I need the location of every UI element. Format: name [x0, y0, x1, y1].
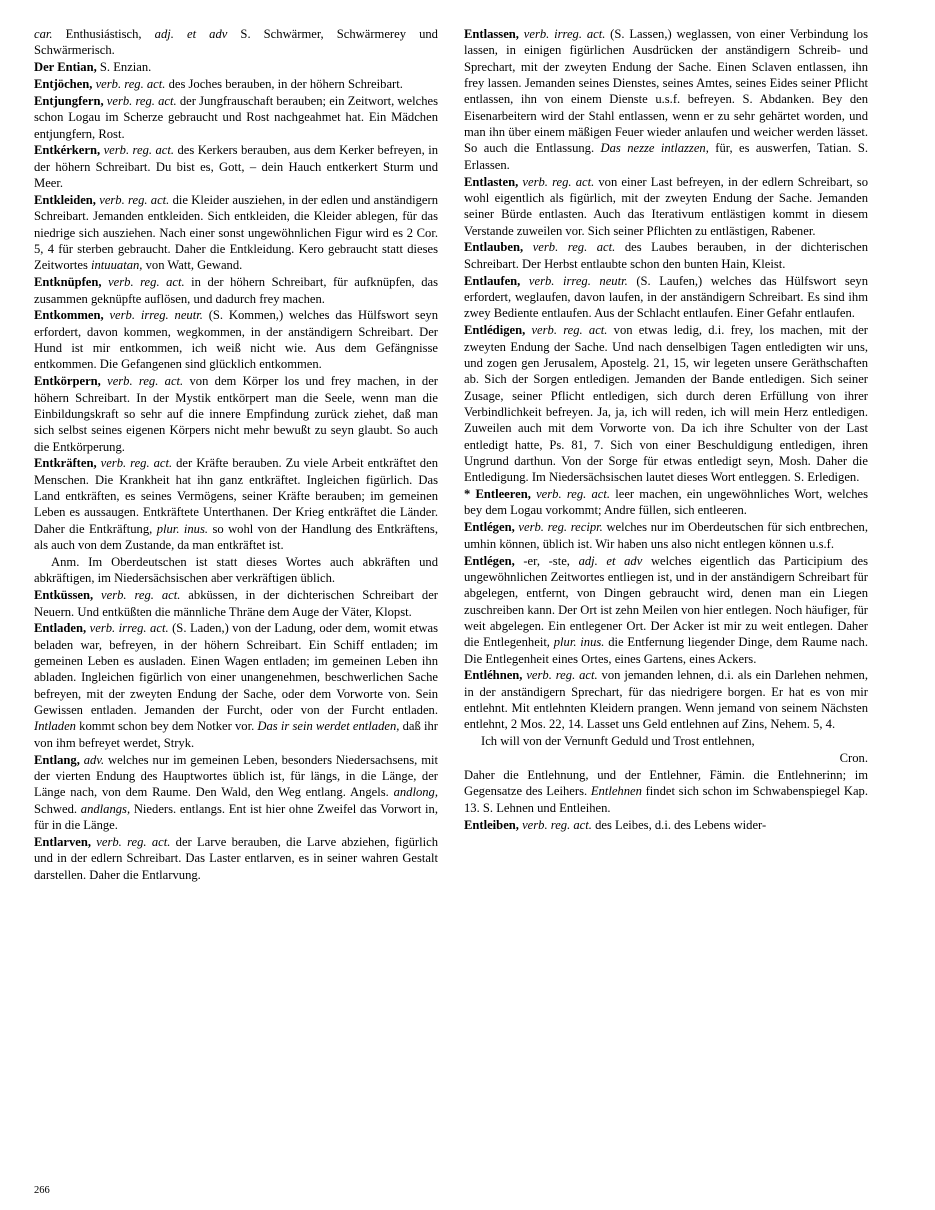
- entry-headword: Entküssen,: [34, 588, 94, 603]
- entry-italic-text: verb. reg. act.: [95, 192, 170, 207]
- right-text-column: [464, 26, 868, 833]
- entry-text: daß ihr von ihm befreyet werdet, Stryk.: [34, 719, 438, 750]
- entry-text: Cron.: [839, 751, 868, 766]
- right-column-entry: [464, 239, 868, 272]
- entry-italic-text: verb. reg. act.: [91, 834, 171, 849]
- right-column-entry: [464, 322, 868, 485]
- entry-text: (S. Laufen,) welches das Hülfswort seyn erfordert, weglaufen, davon laufen, in der anständigern Schreibart. Es sind ihm zwey Bediente entlaufen. Aus der Schlacht entlaufen. Einer Gefahr entlaufen.: [464, 273, 868, 321]
- entry-headword: Der Entian,: [34, 60, 97, 75]
- entry-headword: Entkérkern,: [34, 143, 101, 158]
- entry-text: S. Schwärmer, Schwärmerey und Schwärmerisch.: [34, 27, 438, 58]
- entry-headword: Entlégen,: [464, 553, 515, 568]
- entry-italic-text: intuuatan,: [91, 258, 143, 273]
- entry-italic-text: Das ir sein werdet entladen,: [257, 719, 400, 734]
- entry-italic-text: Intladen: [34, 719, 76, 734]
- entry-headword: Entkräften,: [34, 456, 97, 471]
- entry-text: (S. Lassen,) weglassen, von einer Verbindung los lassen, in einigen figürlichen Ausdrücken der anständigern Schreib- und Sprechart, mit der zweyten Endung der Sache. Einen Sclaven entlassen, ihn frey lassen. Jemanden seines Dienstes, seines Amtes, seines Eides seiner Pflicht entlassen, ihn von einem Dienste u.s.f. befreyen. S. Abdanken. Bey den Eisenarbeitern wird der Stahl entlassen, wenn er zu sehr gehärtet worden, und man ihn über einem mäßigen Feuer wieder anlaufen und weicher werden lässet. So auch die Entlassung.: [464, 27, 868, 156]
- left-text-column: [34, 26, 438, 883]
- entry-text: Schwed.: [34, 801, 81, 816]
- entry-italic-text: verb. reg. act.: [93, 588, 181, 603]
- entry-italic-text: verb. reg. act.: [530, 487, 611, 502]
- left-column-entry: [34, 274, 438, 307]
- entry-italic-text: verb. reg. act.: [525, 323, 608, 338]
- entry-text: von Watt, Gewand.: [142, 258, 243, 273]
- page-columns: [34, 26, 901, 883]
- entry-text: von etwas ledig, d.i. frey, los machen, mit der zweyten Endung der Sache. Und nach denselbigen Tagen entledigten wir uns, und zogen gen Jerusalem, Apostelg. 21, 15, wir legeten unsere Geräthschaften ab. Sich der Sorgen entledigen. Jemanden der Bande entledigen. Sich seiner Zusage, seiner Pflicht entledigen, sich durch deren Erfüllung von ihrer Verbindlichkeit befreyen. Ja, ja, ich will reden, ich will mein Herz entledigen. Zuweilen auch mit dem Vorworte von. Da ich ihre Schulter von der Last entledigt hatte, Ps. 81, 7. Sich von einer Beschuldigung entledigen, ihren Ungrund darthun. Von der Sorge für etwas entledigt seyn, Mosh. Daher die Entledigung. Im Niedersächsischen lautet dieses Wort entleggen. S. Erledigen.: [464, 323, 868, 485]
- entry-italic-text: verb. reg. act.: [92, 77, 166, 92]
- left-column-entry: [34, 307, 438, 372]
- entry-italic-text: verb. irreg. act.: [86, 621, 169, 636]
- entry-headword: Entléhnen,: [464, 668, 523, 683]
- right-column-entry: [464, 26, 868, 173]
- entry-headword: Entkommen,: [34, 308, 104, 323]
- right-column-entry: [464, 733, 868, 749]
- entry-italic-text: verb. reg. act.: [522, 668, 598, 683]
- right-column-entry: [464, 486, 868, 519]
- entry-text: -er, -ste,: [514, 553, 579, 568]
- entry-text: so wohl von der Handlung des Entkräftens, als auch von dem Zustande, da man entkräftet ist.: [34, 521, 438, 553]
- right-column-entry: [464, 519, 868, 552]
- left-column-entry: [34, 26, 438, 59]
- entry-text: der Larve berauben, die Larve abziehen, figürlich und in der edlern Schreibart. Das Laster entlarven, es in seiner wahren Gestalt darstellen. Daher die Entlarvung.: [34, 834, 438, 882]
- entry-text: von dem Körper los und frey machen, in der höhern Schreibart. In der Mystik entkörpert man die Seele, wenn man die Einbildungskraft so sehr auf die innere Empfindung zurück ziehet, daß man sich selbst seines eigenen Körpers nicht mehr bewußt zu seyn glaubt. So auch die Entkörperung.: [34, 374, 438, 454]
- left-column-entry: [34, 752, 438, 834]
- right-column-entry: [464, 750, 868, 766]
- entry-text: des Kerkers berauben, aus dem Kerker befreyen, in der höhern Schreibart. Du bist es, Gott, – dein Hauch entkerkert Sturm und Meer.: [34, 143, 438, 191]
- entry-text: Daher die Entlehnung, und der Entlehner, Fämin. die Entlehnerinn; im Gegensatze des Leihers.: [464, 767, 868, 799]
- right-column-entry: [464, 174, 868, 239]
- left-column-entry: [34, 192, 438, 274]
- left-column-entry: [34, 373, 438, 455]
- entry-italic-text: verb. reg. act.: [101, 275, 185, 290]
- entry-text: S. Enzian.: [96, 60, 152, 75]
- entry-text: des Leibes, d.i. des Lebens wider-: [591, 817, 767, 832]
- entry-text: Anm. Im Oberdeutschen ist statt dieses Wortes auch abkräften und abkräftigen, im Niedersächsischen aber verkräftigen üblich.: [34, 555, 438, 586]
- entry-italic-text: adj. et adv: [154, 27, 228, 41]
- entry-italic-text: Das nezze intlazzen,: [600, 141, 709, 156]
- entry-headword: Entknüpfen,: [34, 275, 102, 290]
- entry-italic-text: verb. reg. act.: [518, 817, 592, 832]
- entry-text: des Joches berauben, in der höhern Schreibart.: [165, 77, 403, 92]
- entry-italic-text: verb. reg. act.: [100, 143, 175, 158]
- entry-headword: Entlasten,: [464, 174, 519, 189]
- entry-text: abküssen, in der dichterischen Schreibart der Neuern. Und entküßten die männliche Thräne dem Auge der Väter, Klopst.: [34, 588, 438, 619]
- entry-text: welches eigentlich das Participium des ungewöhnlichen Zeitwortes entliegen ist, und in der anständigern Schreibart für abgelegen, entfernt, von Dingen gebraucht wird, denen man ein Liegen zuschreiben kann. Der Ort ist zehn Meilen von hier entlegen. Noch häufiger, für weit abgelegen. Ein entlegener Ort. Der Acker ist mir zu weit entlegen. Daher die Entlegenheit,: [464, 553, 868, 650]
- left-column-entry: [34, 455, 438, 553]
- right-column-entry: [464, 767, 868, 816]
- entry-text: Nieders. entlangs. Ent ist hier ohne Zweifel das Vorwort in, für in die Länge.: [34, 801, 439, 832]
- left-column-entry: [34, 93, 438, 142]
- entry-text: kommt schon bey dem Notker vor.: [75, 719, 258, 734]
- entry-italic-text: andlong,: [393, 785, 438, 800]
- entry-text: welches nur im gemeinen Leben, besonders Niedersachsens, mit der vierten Endung des Hauptwortes üblich ist, für längs, in die Länge, der Länge nach, von dem Raume. Den Wald, den Weg entlang. Angels.: [34, 752, 438, 800]
- entry-italic-text: andlangs,: [80, 801, 131, 816]
- entry-italic-text: Entlehnen: [590, 784, 642, 799]
- entry-text: Ich will von der Vernunft Geduld und Trost entlehnen,: [481, 734, 755, 749]
- left-column-entry: [34, 554, 438, 587]
- entry-italic-text: verb. reg. act.: [100, 374, 184, 389]
- entry-headword: Entladen,: [34, 621, 87, 636]
- entry-headword: Entjöchen,: [34, 77, 93, 92]
- entry-italic-text: verb. reg. act.: [518, 174, 595, 189]
- entry-italic-text: car.: [34, 27, 53, 41]
- right-column-entry: [464, 273, 868, 322]
- entry-italic-text: verb. reg. recipr.: [514, 520, 603, 535]
- entry-italic-text: verb. irreg. act.: [518, 27, 606, 41]
- entry-text: des Laubes berauben, in der dichterischen Schreibart. Der Herbst entlaubte schon den bunten Hain, Kleist.: [464, 240, 868, 271]
- entry-italic-text: verb. irreg. neutr.: [520, 273, 628, 288]
- entry-text: der Jungfrauschaft berauben; ein Zeitwort, welches schon Logau im Scherze gebraucht und Rost nachgeahmet hat. Ein Mädchen entjungfern, Rost.: [34, 93, 438, 141]
- entry-headword: Entlang,: [34, 752, 80, 767]
- entry-headword: Entlauben,: [464, 240, 524, 255]
- entry-text: der Kräfte berauben. Zu viele Arbeit entkräftet den Menschen. Die Krankheit hat ihn ganz entkräftet. Ingleichen figürlich. Das Land entkräften, es seines Vermögens, seiner Kräfte berauben; im gemeinen Leben es aussaugen. Entkräftete Unterthanen. Der Krieg entkräftet die Länder. Daher die Entkräftung,: [34, 456, 438, 536]
- entry-headword: Entlassen,: [464, 27, 519, 41]
- entry-italic-text: verb. irreg. neutr.: [103, 308, 203, 323]
- entry-headword: Entlédigen,: [464, 323, 526, 338]
- entry-italic-text: adv.: [79, 752, 105, 767]
- entry-headword: Entlégen,: [464, 520, 515, 535]
- left-column-entry: [34, 587, 438, 620]
- entry-text: leer machen, ein ungewöhnliches Wort, welches bey dem Logau vorkommt; Andre füllen, sich entleeren.: [464, 487, 868, 518]
- entry-italic-text: plur. inus.: [156, 521, 209, 536]
- entry-headword: Entlarven,: [34, 834, 92, 849]
- entry-text: findet sich schon im Schwabenspiegel Kap. 13. S. Lehnen und Entleihen.: [464, 784, 868, 815]
- entry-headword: Entkleiden,: [34, 192, 96, 207]
- entry-headword: Entleiben,: [464, 817, 519, 832]
- left-column-entry: [34, 834, 438, 883]
- entry-headword: * Entleeren,: [464, 487, 531, 502]
- right-column-entry: [464, 817, 868, 833]
- left-column-entry: [34, 620, 438, 751]
- entry-headword: Entjungfern,: [34, 93, 104, 108]
- left-column-entry: [34, 59, 438, 75]
- entry-italic-text: adj. et adv: [578, 553, 643, 568]
- entry-text: die Kleider ausziehen, in der edlen und anständigern Schreibart. Jemanden entkleiden. Sich entkleiden, die Kleider ablegen, für das niedrige sich ausziehen. Nach einer sonst ungewöhnlichen Figur wird es 2 Cor. 5, 4 für sterben gebraucht. Daher die Entkleidung. Kero gebraucht statt dieses Zeitwortes: [34, 192, 438, 273]
- entry-text: die Entfernung liegender Dinge, dem Raume nach. Die Entlegenheit eines Ortes, eines Gartens, eines Ackers.: [464, 635, 868, 666]
- entry-headword: Entlaufen,: [464, 273, 521, 288]
- entry-text: Enthusiástisch,: [52, 27, 155, 41]
- entry-italic-text: plur. inus.: [553, 635, 605, 650]
- entry-text: (S. Laden,) von der Ladung, oder dem, womit etwas beladen war, befreyen, in der höhern Schreibart. Ein Schiff entladen; im gemeinen Leben es ausladen. Einen Wagen entladen; im gemeinen Leben ihn abladen. Ingleichen figürlich von einer unangenehmen, beschwerlichen Sache befreyen, mit der zweyten Endung der Sache, oder dem Vorworte von. Sein Gewissen entladen. Jemanden der Furcht, oder von der Furcht entladen.: [34, 621, 439, 718]
- left-column-entry: [34, 142, 438, 191]
- right-column-entry: [464, 553, 868, 667]
- entry-italic-text: verb. reg. act.: [523, 240, 616, 255]
- page-number: 266: [34, 1185, 50, 1196]
- entry-text: von jemanden lehnen, d.i. als ein Darlehen nehmen, in der anständigern Sprechart, für das niedrigere borgen. Er hat es von mir entlehnt. Mit entlehnten Kleidern prangen. Wenn jemand von seinem Nächsten entlehnt, 2 Mos. 22, 14. Lasset uns Geld entlehnen auf Zins, Nehem. 5, 4.: [464, 668, 868, 732]
- left-column-entry: [34, 76, 438, 92]
- entry-text: für, es auswerfen, Tatian. S. Erlassen.: [464, 141, 868, 172]
- entry-text: in der höhern Schreibart, für aufknüpfen, das zusammen geknüpfte auflösen, und dadurch frey machen.: [34, 275, 438, 306]
- entry-italic-text: verb. reg. act.: [96, 456, 173, 471]
- entry-text: von einer Last befreyen, in der edlern Schreibart, so wohl eigentlich als figürlich, mit der zweyten Endung der Sache. Jemanden seiner Bürde entlasten. Auch das Iterativum entlästigen kommt in diesem Verstande zuweilen vor. Sich seiner Pflichten zu entlästigen, Rabener.: [464, 174, 868, 238]
- right-column-entry: [464, 667, 868, 732]
- entry-italic-text: verb. reg. act.: [103, 93, 177, 108]
- entry-text: (S. Kommen,) welches das Hülfswort seyn erfordert, davon kommen, wegkommen, in der anständigern Schreibart. Der Hund ist mir entkommen, ich weiß nicht wie. Aus dem Gefängnisse entkommen. Die Gefangenen sind glücklich entkommen.: [34, 308, 438, 372]
- entry-headword: Entkörpern,: [34, 374, 101, 389]
- entry-text: welches nur im Oberdeutschen für sich entbrechen, umhin können, üblich ist. Wir haben uns also nicht entlegen können u.s.f.: [464, 520, 868, 551]
